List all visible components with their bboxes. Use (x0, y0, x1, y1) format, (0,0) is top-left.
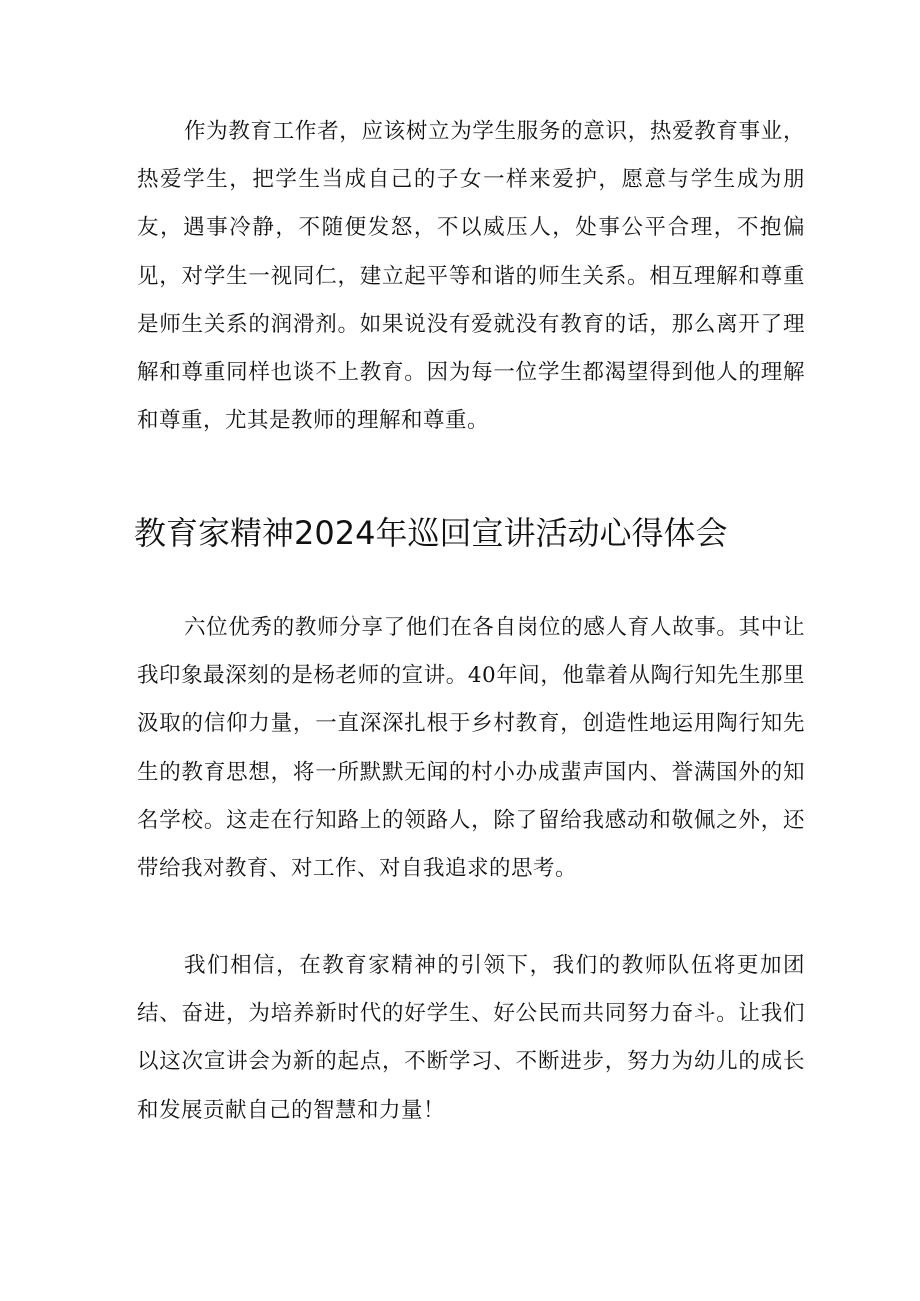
body-paragraph-3: 我们相信，在教育家精神的引领下，我们的教师队伍将更加团结、奋进，为培养新时代的好学生、好公民而共同努力奋斗。让我们以这次宣讲会为新的起点，不断学习、不断进步，努力为幼儿的成长和发展贡献自己的智慧和力量！ (137, 953, 805, 1123)
section-heading: 教育家精神2024年巡回宣讲活动心得体会 (134, 514, 728, 552)
body-paragraph-2: 六位优秀的教师分享了他们在各自岗位的感人育人故事。其中让我印象最深刻的是杨老师的宣讲。40年间，他靠着从陶行知先生那里汲取的信仰力量，一直深深扎根于乡村教育，创造性地运用陶行知先生的教育思想，将一所默默无闻的村小办成蜚声国内、誉满国外的知名学校。这走在行知路上的领路人，除了留给我感动和敬佩之外，还带给我对教育、对工作、对自我追求的思考。 (137, 615, 805, 882)
body-paragraph-1: 作为教育工作者，应该树立为学生服务的意识，热爱教育事业，热爱学生，把学生当成自己的子女一样来爱护，愿意与学生成为朋友，遇事冷静，不随便发怒，不以威压人，处事公平合理，不抱偏见，对学生一视同仁，建立起平等和谐的师生关系。相互理解和尊重是师生关系的润滑剂。如果说没有爱就没有教育的话，那么离开了理解和尊重同样也谈不上教育。因为每一位学生都渴望得到他人的理解和尊重，尤其是教师的理解和尊重。 (137, 119, 805, 434)
